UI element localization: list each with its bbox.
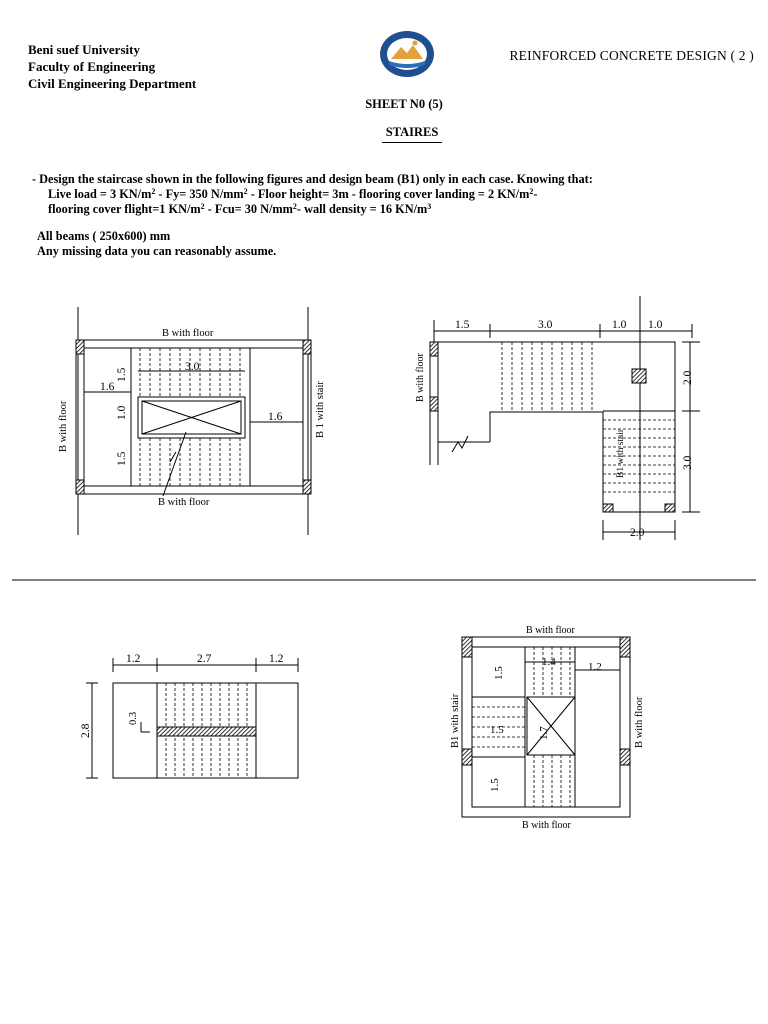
fig2-left-beam-label: B with floor: [415, 353, 426, 402]
figure-4-labels: [450, 625, 645, 831]
fig3-dim-1: 1.2: [126, 653, 141, 665]
fig2-dim-2: 3.0: [538, 319, 553, 331]
fig1-dim-right: 1.6: [268, 411, 283, 423]
fig3-dim-2: 2.7: [197, 653, 212, 665]
fig2-dim-right-lower: 3.0: [682, 455, 694, 470]
fig4-dim-3: 1.2: [588, 661, 602, 673]
fig1-dim-v3: 1.5: [116, 451, 128, 466]
fig1-top-beam-label: B with floor: [162, 328, 214, 339]
fig4-bottom-beam-label: B with floor: [522, 820, 571, 831]
department-name: Civil Engineering Department: [28, 76, 197, 91]
figure-3-labels: [80, 653, 284, 738]
fig1-dim-v2: 1.0: [116, 405, 128, 420]
fig4-dim-2: 1.4: [542, 656, 556, 668]
sheet-title: SHEET N0 (5): [365, 97, 443, 111]
fig3-dim-height: 2.8: [80, 723, 92, 738]
fig2-dim-4: 1.0: [648, 319, 663, 331]
faculty-name: Faculty of Engineering: [28, 59, 156, 74]
fig4-right-beam-label: B with floor: [634, 696, 645, 748]
fig2-dim-right-upper: 2.0: [682, 370, 694, 385]
fig2-dim-bottom: 2.0: [630, 527, 645, 539]
task-line-2: Live load = 3 $KN/m^2 - Fy= 350$ $N/mm^2$ - Floor height= 3m - flooring cover landing = 2 $KN/m^2-$: [48, 187, 538, 201]
fig4-dim-6: 1.5: [489, 778, 501, 792]
course-title: REINFORCED CONCRETE DESIGN ( 2 ): [509, 48, 754, 63]
fig1-dim-v1: 1.5: [116, 367, 128, 382]
figure-3: [86, 658, 298, 778]
fig3-dim-3: 1.2: [269, 653, 284, 665]
fig2-dim-1: 1.5: [455, 319, 470, 331]
figure-2: [430, 296, 700, 540]
topic-title: STAIRES: [382, 125, 442, 143]
fig2-b1-label: B1 with stair: [616, 428, 626, 478]
fig4-dim-4: 1.5: [490, 724, 504, 736]
figure-2-labels: [415, 319, 694, 539]
assumption-note: Any missing data you can reasonably assume.: [37, 244, 277, 258]
fig1-bottom-beam-label: B with floor: [158, 497, 210, 508]
fig4-top-beam-label: B with floor: [526, 625, 575, 636]
task-line-3: flooring cover flight=1 $KN/m^2 - Fcu= 30$ $N/mm^2-$ wall density = 16 $KN/m^3$: [48, 202, 432, 216]
fig4-dim-5: 1.7: [538, 726, 550, 740]
task-line-1: - Design the staircase shown in the following figures and design beam (B1) only in each case. Knowing that:: [32, 172, 593, 186]
fig3-dim-step: 0.3: [128, 711, 139, 725]
beams-note: All beams ( 250x600) mm: [37, 229, 171, 243]
fig4-left-beam-label: B1 with stair: [450, 693, 461, 748]
fig1-dim-left: 1.6: [100, 381, 115, 393]
fig2-dim-3: 1.0: [612, 319, 627, 331]
fig1-dim-flight: 3.0: [185, 361, 200, 373]
fig1-left-beam-label: B with floor: [58, 400, 69, 452]
fig1-right-beam-label: B 1 with stair: [315, 381, 326, 438]
university-name: Beni suef University: [28, 42, 140, 57]
fig4-dim-1: 1.5: [493, 666, 505, 680]
